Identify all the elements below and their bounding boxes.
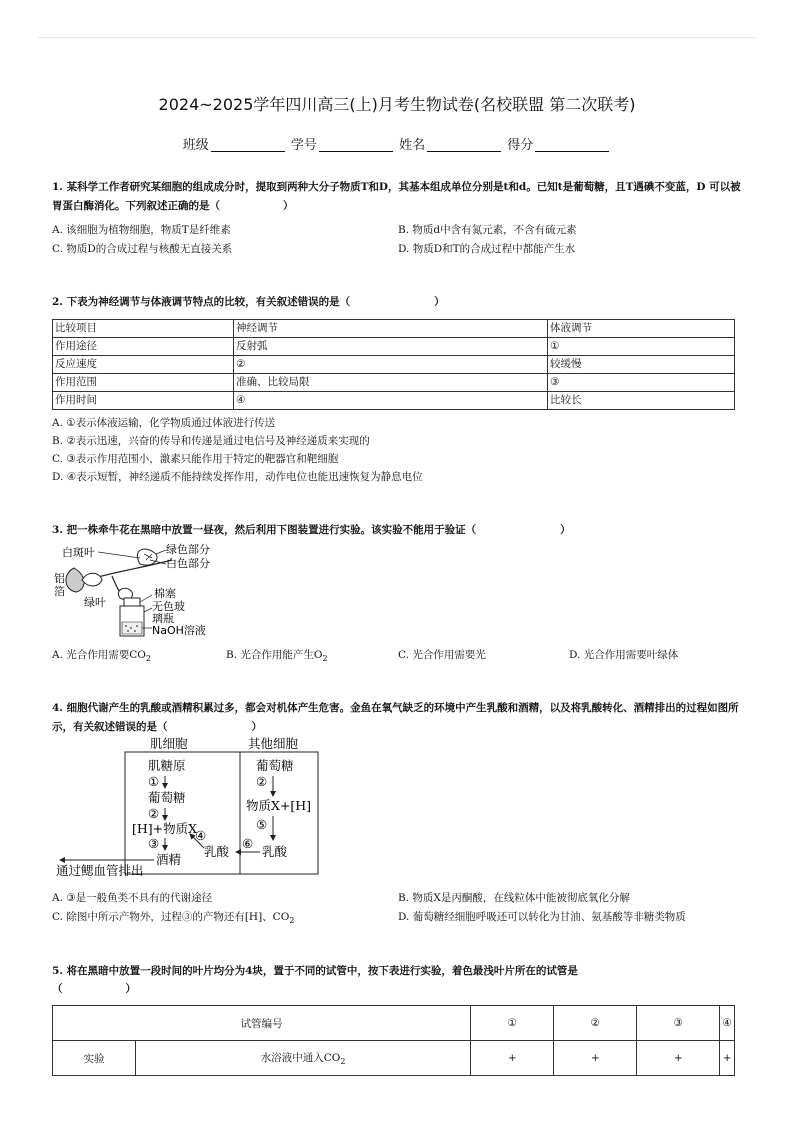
option-text: A. 光合作用需要CO bbox=[52, 649, 146, 661]
cell-text: 水浴液中通入CO bbox=[260, 1051, 341, 1064]
table-row bbox=[53, 1006, 735, 1041]
step-3: ③ bbox=[148, 836, 160, 851]
q2-option-b[interactable]: B. ②表示迅速，兴奋的传导和传递是通过电信号及神经递质来实现的 bbox=[52, 435, 370, 447]
step-1: ① bbox=[148, 774, 160, 789]
subscript: 2 bbox=[322, 654, 328, 664]
q4-stem: 4. 细胞代谢产生的乳酸或酒精积累过多，都会对机体产生危害。金鱼在氧气缺乏的环境中产生乳酸和酒精，以及将乳酸转化、酒精排出的过程如图所示，有关叙述错误的是（ ） bbox=[52, 702, 739, 733]
subscript: 2 bbox=[340, 1057, 346, 1067]
table-cell: 作用范围 bbox=[53, 374, 234, 392]
option-text: B. 光合作用能产生O bbox=[226, 649, 323, 661]
step-4: ④ bbox=[195, 828, 207, 843]
table-cell: 反射弧 bbox=[234, 338, 548, 356]
option-text: C. 除图中所示产物外，过程③的产物还有[H]、CO bbox=[52, 911, 290, 923]
table-cell: 神经调节 bbox=[234, 320, 548, 338]
q3-option-a[interactable] bbox=[52, 647, 151, 667]
other-cell-header: 其他细胞 bbox=[248, 736, 299, 751]
q1-option-d[interactable]: D. 物质D和T的合成过程中都能产生水 bbox=[398, 243, 576, 255]
table-cell: 准确、比较局限 bbox=[234, 374, 548, 392]
q1-option-a[interactable]: A. 该细胞为植物细胞，物质T是纤维素 bbox=[52, 224, 231, 236]
step-5: ⑤ bbox=[256, 817, 268, 832]
table-cell: 实验 bbox=[53, 1041, 136, 1076]
q3-stem: 3. 把一株牵牛花在黑暗中放置一昼夜，然后利用下图装置进行实验。该实验不能用于验证（ ） bbox=[52, 524, 571, 536]
step-6: ⑥ bbox=[242, 836, 254, 851]
figure-label: 无色玻 bbox=[152, 600, 185, 613]
table-row bbox=[53, 356, 735, 374]
q5-stem-line2: （ ） bbox=[52, 983, 136, 995]
class-blank[interactable] bbox=[211, 137, 285, 152]
table-cell: ② bbox=[234, 356, 548, 374]
leader-line bbox=[140, 595, 152, 602]
table-row bbox=[53, 338, 735, 356]
table-cell: ① bbox=[471, 1006, 554, 1041]
muscle-glycogen: 肌糖原 bbox=[148, 758, 186, 773]
table-cell: + bbox=[637, 1041, 720, 1076]
table-cell: ③ bbox=[548, 374, 735, 392]
x-plus-h-right: 物质X+[H] bbox=[246, 798, 312, 813]
table-cell bbox=[136, 1041, 471, 1076]
page-title: 2024~2025学年四川高三(上)月考生物试卷(名校联盟 第二次联考) bbox=[158, 95, 636, 114]
table-cell: ③ bbox=[637, 1006, 720, 1041]
lactate-right: 乳酸 bbox=[262, 844, 288, 859]
q2-option-a[interactable]: A. ①表示体液运输，化学物质通过体液进行传送 bbox=[52, 417, 276, 429]
q4-option-b[interactable]: B. 物质X是丙酮酸，在线粒体中能被彻底氧化分解 bbox=[398, 892, 630, 904]
q3-option-c[interactable]: C. 光合作用需要光 bbox=[398, 649, 486, 661]
table-row bbox=[53, 392, 735, 410]
subscript: 2 bbox=[289, 916, 295, 926]
table-cell: 作用时间 bbox=[53, 392, 234, 410]
figure-label: 绿叶 bbox=[84, 596, 106, 609]
name-label: 姓名 bbox=[399, 138, 426, 153]
table-row bbox=[53, 1041, 735, 1076]
q1-option-b[interactable]: B. 物质d中含有氮元素，不含有硫元素 bbox=[398, 224, 577, 236]
q1-stem: 1. 某科学工作者研究某细胞的组成成分时，提取到两种大分子物质T和D，其基本组成单位分别是t和d。已知t是葡萄糖，且T遇碘不变蓝，D 可以被胃蛋白酶消化。下列叙述正确的是（ ） bbox=[52, 181, 741, 212]
table-cell: 比较项目 bbox=[53, 320, 234, 338]
score-blank[interactable] bbox=[535, 137, 609, 152]
q4-option-d[interactable]: D. 葡萄糖经细胞呼吸还可以转化为甘油、氨基酸等非糖类物质 bbox=[398, 911, 686, 923]
subscript: 2 bbox=[145, 654, 151, 664]
table-cell: 较缓慢 bbox=[548, 356, 735, 374]
id-blank[interactable] bbox=[319, 137, 393, 152]
name-blank[interactable] bbox=[427, 137, 501, 152]
table-cell: 体液调节 bbox=[548, 320, 735, 338]
q1-option-c[interactable]: C. 物质D的合成过程与核酸无直接关系 bbox=[52, 243, 233, 255]
table-cell: 比较长 bbox=[548, 392, 735, 410]
table-cell: + bbox=[554, 1041, 637, 1076]
cotton-plug bbox=[124, 598, 140, 606]
table-cell: ① bbox=[548, 338, 735, 356]
table-cell: ② bbox=[554, 1006, 637, 1041]
table-cell: 试管编号 bbox=[53, 1006, 471, 1041]
muscle-cell-header: 肌细胞 bbox=[150, 736, 188, 751]
score-label: 得分 bbox=[507, 138, 534, 153]
table-cell: 反应速度 bbox=[53, 356, 234, 374]
q4-metabolism-figure bbox=[52, 734, 322, 880]
table-row bbox=[53, 374, 735, 392]
q3-option-b[interactable] bbox=[226, 647, 328, 667]
q2-option-c[interactable]: C. ③表示作用范围小，激素只能作用于特定的靶器官和靶细胞 bbox=[52, 453, 339, 465]
table-cell: + bbox=[471, 1041, 554, 1076]
glucose-left: 葡萄糖 bbox=[148, 790, 186, 805]
q2-option-d[interactable]: D. ④表示短暂，神经递质不能持续发挥作用，动作电位也能迅速恢复为静息电位 bbox=[52, 471, 423, 483]
table-cell: ④ bbox=[720, 1006, 735, 1041]
q5-experiment-table bbox=[52, 1005, 735, 1076]
q2-stem: 2. 下表为神经调节与体液调节特点的比较，有关叙述错误的是（ ） bbox=[52, 296, 445, 308]
q4-option-c[interactable] bbox=[52, 909, 294, 929]
q3-option-d[interactable]: D. 光合作用需要叶绿体 bbox=[569, 649, 679, 661]
figure-label: NaOH溶液 bbox=[152, 624, 206, 637]
table-cell: + bbox=[720, 1041, 735, 1076]
table-cell: 作用途径 bbox=[53, 338, 234, 356]
q5-stem-line1: 5. 将在黑暗中放置一段时间的叶片均分为4块，置于不同的试管中，按下表进行实验，着色最浅叶片所在的试管是 bbox=[52, 965, 578, 977]
foil-wrapped-leaf bbox=[66, 568, 84, 592]
leader-line bbox=[98, 552, 140, 558]
step-2-left: ② bbox=[148, 806, 160, 821]
table-cell: ④ bbox=[234, 392, 548, 410]
variegated-leaf bbox=[137, 549, 157, 565]
alcohol: 酒精 bbox=[156, 852, 182, 867]
h-plus-x-left: [H]+物质X bbox=[132, 821, 198, 836]
figure-label: 白斑叶 bbox=[62, 546, 95, 559]
leader-line bbox=[144, 608, 152, 612]
leader-line bbox=[156, 550, 166, 554]
figure-label: 棉塞 bbox=[154, 587, 176, 600]
figure-label: 铝 bbox=[54, 572, 65, 585]
step-2-right: ② bbox=[256, 774, 268, 789]
glucose-right: 葡萄糖 bbox=[256, 758, 294, 773]
q4-option-a[interactable]: A. ③是一般鱼类不具有的代谢途径 bbox=[52, 892, 213, 904]
q3-experiment-figure bbox=[52, 540, 222, 640]
lactate-left: 乳酸 bbox=[204, 844, 230, 859]
figure-label: 璃瓶 bbox=[152, 612, 174, 625]
leaf bbox=[82, 573, 102, 586]
id-label: 学号 bbox=[290, 138, 317, 153]
top-divider bbox=[38, 37, 756, 38]
table-row bbox=[53, 320, 735, 338]
class-label: 班级 bbox=[182, 138, 209, 153]
figure-label: 箔 bbox=[54, 585, 65, 598]
figure-label: 绿色部分 bbox=[166, 543, 210, 556]
figure-label: 白色部分 bbox=[166, 557, 210, 570]
student-info-row bbox=[0, 134, 794, 153]
q2-comparison-table bbox=[52, 319, 735, 410]
exit-label: 通过鳃血管排出 bbox=[56, 863, 144, 878]
